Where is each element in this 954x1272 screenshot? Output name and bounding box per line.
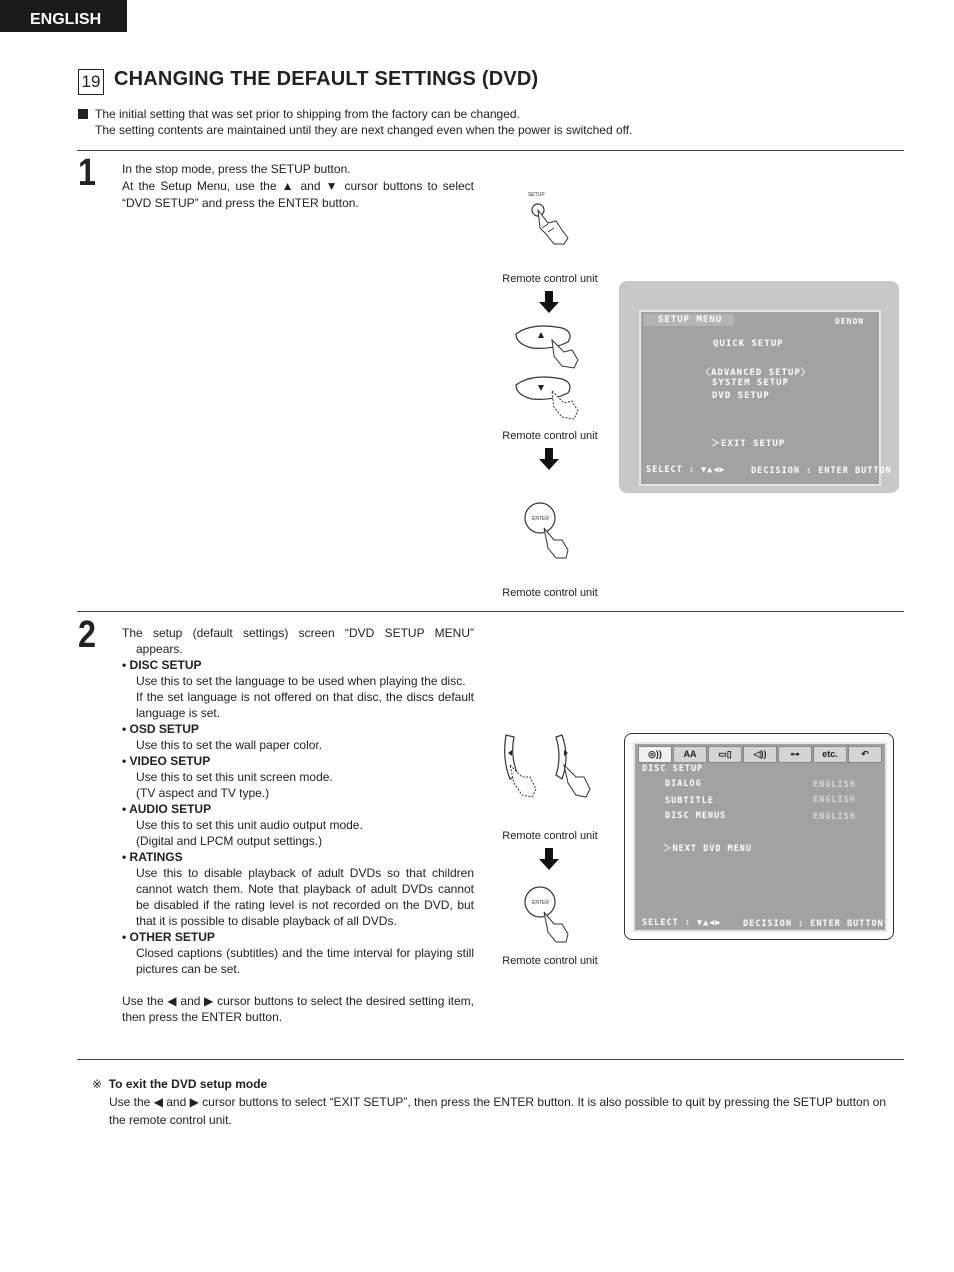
note-title: To exit the DVD setup mode [108, 1077, 268, 1091]
menu-item-advanced-setup[interactable]: 〈ADVANCED SETUP〉 [701, 368, 811, 378]
down-arrow-icon [539, 848, 559, 870]
step-number-2: 2 [78, 614, 96, 656]
step1-line-2: At the Setup Menu, use the ▲ and ▼ cursor buttons to select “DVD SETUP” and press the ENTER button. [122, 179, 474, 210]
bullet-description: If the set language is not offered on that disc, the discs default language is set. [136, 690, 474, 720]
bullet-description: Use this to set this unit screen mode. [136, 770, 333, 784]
bullet-title: • RATINGS [122, 850, 183, 864]
language-tab: ENGLISH [0, 0, 127, 32]
bullet-title: • DISC SETUP [122, 658, 202, 672]
intro-line-1: The initial setting that was set prior to shipping from the factory can be changed. [95, 107, 520, 121]
step1-text [122, 161, 474, 212]
osd-footer-decision: DECISION : ENTER BUTTON [751, 466, 892, 476]
svg-text:ENTER: ENTER [532, 516, 549, 522]
caption-remote-5: Remote control unit [502, 955, 598, 967]
caption-remote-1: Remote control unit [502, 273, 598, 285]
bullet-description: (Digital and LPCM output settings.) [136, 834, 323, 848]
bullet-square-icon [78, 109, 88, 119]
osd-footer-decision: DECISION : ENTER BUTTON [743, 919, 884, 929]
row-label-subtitle[interactable]: SUBTITLE [665, 796, 714, 806]
bullet-description: (TV aspect and TV type.) [136, 786, 270, 800]
down-arrow-icon [539, 291, 559, 313]
caption-remote-2: Remote control unit [502, 430, 598, 442]
step2-outro: Use the ◀ and ▶ cursor buttons to select the desired setting item, then press the ENTER button. [122, 994, 474, 1024]
menu-item-quick-setup[interactable]: QUICK SETUP [713, 339, 784, 349]
intro-text [78, 106, 898, 138]
divider [77, 1059, 904, 1060]
note-mark-icon: ※ [92, 1077, 103, 1091]
intro-line-2: The setting contents are maintained until they are next changed even when the power is switched off. [95, 123, 633, 137]
osd-footer-select: SELECT : ▼▲◀▶ [646, 465, 726, 475]
dvd-setup-menu-screen [624, 733, 894, 940]
osd-footer-select: SELECT : ▼▲◀▶ [642, 918, 722, 928]
row-label-disc-menus[interactable]: DISC MENUS [665, 811, 727, 821]
setup-menu-screen [619, 281, 899, 493]
divider [77, 150, 904, 151]
row-value-disc-menus[interactable]: ENGLISH [813, 812, 856, 822]
menu-item-exit-setup[interactable]: ＞EXIT SETUP [711, 439, 786, 449]
bullet-title: • AUDIO SETUP [122, 802, 212, 816]
osd-tab-icon[interactable]: ⊶ [778, 746, 812, 763]
note-text: Use the ◀ and ▶ cursor buttons to select “EXIT SETUP”, then press the ENTER button. It is also possible to quit by pressing the SETUP button on the remote control unit. [109, 1095, 887, 1127]
down-arrow-icon [539, 448, 559, 470]
setup-bullet-list [122, 657, 474, 977]
bullet-description: Use this to set the language to be used when playing the disc. [136, 674, 466, 688]
menu-item-dvd-setup[interactable]: DVD SETUP [712, 391, 770, 401]
left-right-cursor-press-icon [500, 729, 600, 801]
step2-text [122, 625, 474, 1025]
menu-item-system-setup[interactable]: SYSTEM SETUP [712, 378, 790, 388]
bullet-title: • OSD SETUP [122, 722, 199, 736]
down-cursor-press-icon [512, 373, 587, 421]
svg-text:SETUP: SETUP [528, 192, 545, 198]
bullet-description: Use this to set the wall paper color. [136, 738, 323, 752]
enter-button-press-icon [520, 882, 580, 944]
svg-text:ENTER: ENTER [532, 900, 549, 906]
bullet-title: • VIDEO SETUP [122, 754, 211, 768]
osd-tab-icon[interactable]: etc. [813, 746, 847, 763]
caption-remote-4: Remote control unit [502, 830, 598, 842]
bullet-description: Use this to disable playback of adult DVDs so that children cannot watch them. Note that playback of adult DVDs cannot be disabled if the rating level is not recorded on the DVD, but that it is possible to disable playback of all DVDs. [136, 866, 474, 928]
page-title: CHANGING THE DEFAULT SETTINGS (DVD) [114, 68, 539, 90]
setup-button-press-icon [518, 188, 588, 248]
osd-tab-icon[interactable]: ◁)) [743, 746, 777, 763]
osd-title: SETUP MENU [644, 314, 734, 326]
osd-tab-icon[interactable]: AA [673, 746, 707, 763]
osd-tab-icon[interactable]: ▭▯ [708, 746, 742, 763]
row-value-dialog[interactable]: ENGLISH [813, 780, 856, 790]
row-label-dialog[interactable]: DIALOG [665, 779, 702, 789]
row-value-subtitle[interactable]: ENGLISH [813, 795, 856, 805]
bullet-description: Closed captions (subtitles) and the time interval for playing still pictures can be set. [136, 946, 474, 976]
divider [77, 611, 904, 612]
brand-logo: DENON [835, 317, 865, 326]
osd-tab-icon[interactable]: ↶ [848, 746, 882, 763]
bullet-description: Use this to set this unit audio output mode. [136, 818, 363, 832]
bullet-title: • OTHER SETUP [122, 930, 215, 944]
step-number-1: 1 [78, 152, 96, 194]
next-dvd-menu[interactable]: ＞NEXT DVD MENU [663, 844, 753, 854]
step2-intro: The setup (default settings) screen “DVD SETUP MENU” appears. [122, 626, 474, 656]
section-number: 19 [78, 69, 104, 95]
osd-tab-icon[interactable]: ◎)) [638, 746, 672, 763]
step1-line-1: In the stop mode, press the SETUP button. [122, 162, 351, 176]
exit-note [92, 1075, 892, 1129]
osd-heading: DISC SETUP [642, 764, 704, 774]
up-cursor-press-icon [512, 322, 587, 370]
caption-remote-3: Remote control unit [502, 587, 598, 599]
enter-button-press-icon [520, 498, 580, 560]
